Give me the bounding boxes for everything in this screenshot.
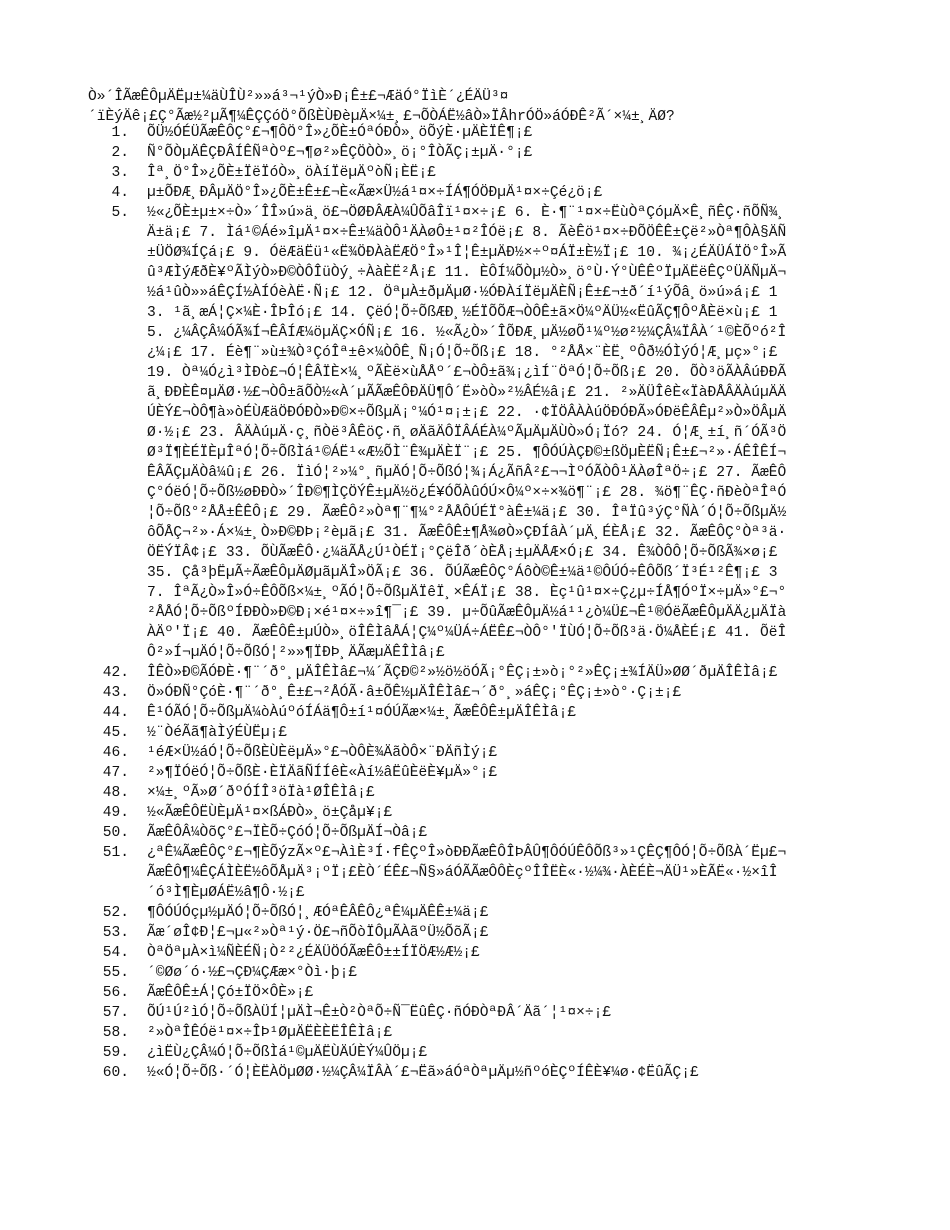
- intro-line-1: Ò»´ÎÃæÊÔµÄËµ±¼äÙÎÙ²»»á³¬¹ýÒ»Ð¡Ê±£¬ÆäÓ°ÏìÈ´¿ÉÄÜ³¤: [88, 89, 509, 105]
- list-item: [0, 1023, 950, 1043]
- item-number: 45.: [102, 725, 129, 741]
- item-text: ½«Ó¦Õ÷Õß·´Ó¦ÈËÀÖµØØ·½¼ÇÂ¼ÏÂÀ´£¬Ëã»áÓªÒªµÄµ½ñºóÈÇºÍÊÈ¥¼ø·¢ËûÃÇ¡£: [147, 1065, 699, 1081]
- list-item: [0, 1063, 950, 1083]
- item-text: Ö»ÓÐÑ°ÇóÈ·¶¨´ð°¸Ê±£¬²ÅÓÃ·â±ÕÊ½µÄÎÊÌâ£¬´ð°¸»áÊÇ¡°ÊÇ¡±»ò°·Ç¡±¡£: [147, 685, 682, 701]
- item-text: ½«¿ÕÈ±µ±×÷Ò»´ÎÎ»ú»ä¸ö£¬ÖØÐÂÆÀ¼ÛÕâÎï¹¤×÷¡£ 6. È·¶¨¹¤×÷ËùÒªÇóµÄ×Ê¸ñÊÇ·ñÕÑ¾¸Ä±ä¡£ 7. Ìá¹©Áé»îµÄ¹¤×÷Ê±¼äÒÔ¹ÄÀøÔ±¹¤²ÎÓë¡£ 8. ÃèÊö¹¤×÷ÐÕÖÊÊ±Çë²»Òª¶ÔÀ§ÄÑ±ÜÖØ¾ÍÇá¡£ 9. ÓëÆäËü¹«Ë¾ÖÐÀàËÆÖ°Î»¹Î¦Ê±µÄÐ½×÷º¤ÁÏ±È½Ï¡£ 10. ¾¡¿ÉÄÜÁÏÖ°Î»Ãû³ÆÌýÆðÈ¥ºÃÌýÒ»Ð©ÒÔÎüÒý¸÷ÀàÈË²Å¡£ 11. ÈÔÍ¼ÕÒµ½Ò»¸ö°Ù·Ý°ÙÊÊºÏµÄËëÊÇºÜÄÑµÄ¬½á¹ûÒ»»áÊÇÍ½ÀÍÓèÀË·Ñ¡£ 12. ÖªµÀ±ðµÄµØ·½ÓÐÀíÏëµÄÈÑ¡Ê±£¬±ð´í¹ýÕâ¸ö»ú»á¡£ 13. ¹ã¸æÁ¦Ç×¼È·ÎÞÎó¡£ 14. ÇëÓ¦Õ÷ÕßÆÐ¸½ÉÏÕÕÆ¬ÒÔÊ±ã×Ö¼ºÄÜ½«ËûÃÇ¶ÔºÅÈë×ù¡£ 15. ¿¼ÂÇÂ¼ÓÃ¾Í¬ÊÂÍÆ¼öµÄÇ×ÓÑ¡£ 16. ½«Ã¿Ò»´ÎÕÐÆ¸µÄ½øÕ¹¼º½ø²½¼ÇÂ¼ÏÂÀ´¹©ÈÕºó²Î¿¼¡£ 17. Éè¶¨»ù±¾Ò³ÇóÎª±ê×¼ÒÔÊ¸Ñ¡Ó¦Õ÷Õß¡£ 18. °²ÅÅ×¨ÈË¸ºÔð½ÓÌýÓ¦Æ¸µç»°¡£ 19. Òª¼Ó¿ì³ÌÐò£¬Ó¦ÊÂÏÈ×¼¸ºÃÈë×ùÅÅº´£¬ÒÔ±ã¾¡¿ìÍ¨ÖªÓ¦Õ÷Õß¡£ 20. ÕÒ³öÃÀÂúÐÐÃã¸ÐÐÈÊ¤µÄØ·½£¬ÒÔ±ãÕÒ½«À´µÃÃæÊÔÐÄÜ¶Ô´Ë»òÒ»²½ÂÉ½â¡£ 21. ²»ÄÜÎêÈ«ÏàÐÅÂÄÀúµÄÄÚÈÝ£¬ÒÔ¶à»òÉÙÆäÖÐÓÐÒ»Ð©×÷ÕßµÄ¡°¼Ó¹¤¡±¡£ 22. ·¢ÏÖÂÀÀúÖÐÓÐÃ»ÓÐëÊÂÊµ²»Ò»ÖÂµÄØ·½¡£ 23. ÂÄÀúµÄ·ç¸ñÒë³ÂÊöÇ·ñ¸øÄãÄÔÏÂÁÉÀ¼ºÃµÄµÄÙÒ»Ó¡Ïó? 24. Ó¦Æ¸±í¸ñ´ÓÃ³ÖØ³Ï¶ÈÉÏÈµÎªÓ¦Õ÷ÕßÌá¹©ÁË¹«Æ½ÕÌ¨Ê¾µÄÈÏ¨¡£ 25. ¶ÔÓÚÀÇÐ©±ßÖµÈËÑ¡Ê±£¬²»·ÁÊÎÊÍ¬ÊÂÃÇµÄÒâ¼û¡£ 26. ÏìÓ¦²»¼°¸ñµÄÓ¦Õ÷ÕßÓ¦¾¡Á¿ÃñÂ²£¬¬ÌºÓÃÒÔ¹ÄÀøÎªÖ÷¡£ 27. ÃæÊÔÇ°ÓëÓ¦Õ÷Õß½øÐÐÒ»´ÎÐ©¶ÌÇÖÝÊ±µÄ½ö¿É¥ÓÕÀûÓÚ×Ô¼º×÷×¾ö¶¨¡£ 28. ¾ö¶¨ÊÇ·ñÐèÒªÎªÓ¦Õ÷Õß°²ÅÅ±ÊÊÔ¡£ 29. ÃæÊÔ²»Òª¶¨¶¼°²ÅÅÔÚÉÏ°àÊ±¼ä¡£ 30. ÎªÏû³ýÇ°ÑÀ´Ó¦Õ÷ÕßµÄ½ôÕÅÇ¬²»·Á×¼±¸Ò»Ð©ÐÞ¡²èµã¡£ 31. ÃæÊÔÊ±¶Å¾øÒ»ÇÐÍâÀ´µÄ¸ÉÈÅ¡£ 32. ÃæÊÔÇ°Òª³ä·ÖËÝÏÂ¢¡£ 33. ÕÙÃæÊÔ·¿¼äÃÅ¿Ú¹ÒÉÏ¡°ÇëÎð´òÈÅ¡±µÄÅÆ×Ó¡£ 34. Ê¾ÒÔÔ¦Õ÷ÕßÃ¾×ø¡£ 35. Çå³þËµÃ÷ÃæÊÔµÄØµãµÄÎ»ÖÃ¡£ 36. ÕÚÃæÊÔÇ°ÁôÒ©Ê±¼ä¹©ÔÚÓ÷ÊÔÕß´Ï³É¹²Ê¶¡£ 37. ÎªÃ¿Ò»Î»Ó÷ÊÔÕß×¼±¸ºÃÓ¦Õ÷ÕßµÄÏêÏ¸×ÊÁÏ¡£ 38. Èç¹û¹¤×÷Ç¿µ÷ÍÅ¶ÓºÏ×÷µÄ»°£¬°²ÅÅÓ¦Õ÷ÕßºÍÐÐÒ»Ð©Ð¡×é¹¤×÷»î¶¯¡£ 39. µ÷ÕûÃæÊÔµÄ½á¹¹¿ò¼Ü£¬Ê¹®ÓëÃæÊÔµÄÄ¿µÄÏàÀÄº'Ï¡£ 40. ÃæÊÔÊ±µÚÒ»¸öÎÊÌâÅÁ¦Ç¼º¼ÜÁ÷ÁËÊ£¬ÒÔ°'ÏÙÓ¦Õ÷Õß³ä·Ö¼ÅÈÉ¡£ 41. ÕëÎÔ²»Í¬µÄÓ¦Õ÷ÕßÓ¦²»»¶ÏÐÞ¸ÄÃæµÄÊÎÌâ¡£: [147, 205, 787, 661]
- item-number: 46.: [102, 745, 129, 761]
- item-text: ¶ÔÓÚÓçµ½µÄÓ¦Õ÷ÕßÓ¦¸ÆÓªÊÂÊÔ¿ªÊ¼µÄÊÊ±¼ä¡£: [147, 905, 489, 921]
- item-number: 52.: [102, 905, 129, 921]
- item-number: 53.: [102, 925, 129, 941]
- item-text: Îª¸Ö°Î»¿ÕÈ±ÏëÏóÒ»¸öÀíÏëµÄºòÑ¡ÈË¡£: [147, 165, 437, 181]
- item-number: 44.: [102, 705, 129, 721]
- item-text: ´©Øø´ó·½£¬ÇÐ¼ÇÆæ×°Òì·þ¡£: [147, 965, 358, 981]
- list-item: [0, 803, 950, 823]
- document-header: [88, 87, 918, 127]
- item-text: ÃæÊÔÊ±Á¦Çó±ÏÖ×ÔÈ»¡£: [147, 985, 314, 1001]
- list-item: [0, 143, 950, 163]
- tips-list: [0, 123, 950, 1083]
- item-text: ¿ªÊ¼ÃæÊÔÇ°£¬¶ÈÕýzÃ×º£¬ÀìÈ³Í·fÊÇºÎ»òÐÐÃæÊÔÎÞÂÛ¶ÔÓÚÊÔÕß³»¹ÇÊÇ¶ÔÓ¦Õ÷ÕßÀ´Ëµ£¬ÃæÊÔ¶¼ÊÇÁÌÈË½ôÕÅµÄ³¡ºÏ¡£ÈÒ´ÉÊ£¬Ñ§»áÓÃÃæÔÔÈçºÎÎËÈ«·½¼¾·ÀÈÉÈ¬ÄÜ¹»ÈÃË«·½×îÎ´ó³Ì¶ÈµØÁË½â¶Ô·½¡£: [147, 845, 787, 901]
- list-item: [0, 1043, 950, 1063]
- item-text: ²»ÒªÎÊÓë¹¤×÷ÎÞ¹ØµÄËÈÈËÎÊÌâ¡£: [147, 1025, 393, 1041]
- item-text: ²»¶ÏÓëÓ¦Õ÷ÕßÈ·ÈÏÄãÑÍÍêÈ«Àí½âËûÈëÈ¥µÄ»°¡£: [147, 765, 498, 781]
- item-number: 59.: [102, 1045, 129, 1061]
- item-number: 47.: [102, 765, 129, 781]
- list-item: [0, 823, 950, 843]
- item-number: 42.: [102, 665, 129, 681]
- list-item: [0, 203, 950, 663]
- item-number: 2.: [111, 145, 129, 161]
- list-item: [0, 683, 950, 703]
- item-text: Ñ°ÕÒµÄÊÇÐÂÍÊÑªÒº£¬¶ø²»ÊÇÖÒÒ»¸ö¡°ÎÒÃÇ¡±µÄ·°¡£: [147, 145, 533, 161]
- item-number: 58.: [102, 1025, 129, 1041]
- item-text: ×¼±¸ºÃ»Ø´ðºÓÍÎ³öÏà¹ØÎÊÌâ¡£: [147, 785, 375, 801]
- item-text: ÕÚ¹Ú²ìÓ¦Õ÷ÕßÀÜÍ¦µÄÌ¬Ê±Ò²ÒªÕ÷Ñ¯ËûÊÇ·ñÓÐÒªÐÂ´Äã´¦¹¤×÷¡£: [147, 1005, 612, 1021]
- item-number: 43.: [102, 685, 129, 701]
- list-item: [0, 183, 950, 203]
- item-number: 56.: [102, 985, 129, 1001]
- item-text: Ãæ´øÎ¢Ð¦£¬µ«²»Òª¹ý·Ö£¬ñÕòÏÔµÃÀãºÜ½ÕõÃ¡£: [147, 925, 489, 941]
- item-number: 50.: [102, 825, 129, 841]
- item-text: ÎÊÒ»Ð©ÃÓÐÈ·¶¨´ð°¸µÄÎÊÌâ£¬¼´ÃÇÐ©²»½ö½öÓÃ¡°ÊÇ¡±»ò¡°²»ÊÇ¡±¾ÍÄÜ»ØØ´ðµÄÎÊÌâ¡£: [147, 665, 778, 681]
- item-text: µ±ÕÐÆ¸ÐÂµÄÖ°Î»¿ÕÈ±Ê±£¬È«Ãæ×Ü½á¹¤×÷ÍÁ¶ÓÖÐµÄ¹¤×÷Çé¿ö¡£: [147, 185, 603, 201]
- item-text: ½«ÃæÊÔËÙÈµÄ¹¤×ßÁÐÒ»¸ö±Çåµ¥¡£: [147, 805, 393, 821]
- list-item: [0, 963, 950, 983]
- list-item: [0, 723, 950, 743]
- item-text: ÒªÖªµÀ×ì¼ÑÈÉÑ¡Ò²²¿ÉÄÜÖÓÃæÊÔ±±ÍÏÖÆ½Æ½¡£: [147, 945, 480, 961]
- item-number: 60.: [102, 1065, 129, 1081]
- list-item: [0, 703, 950, 723]
- list-item: [0, 1003, 950, 1023]
- item-text: Ê¹ÓÃÓ¦Õ÷ÕßµÄ¼òÀúºóÍÁä¶Ô±í¹¤ÓÚÃæ×¼±¸ÃæÊÔÊ±µÄÎÊÌâ¡£: [147, 705, 577, 721]
- item-number: 51.: [102, 845, 129, 861]
- item-text: ½¨ÒéÃã¶àÌýÉÙËµ¡£: [147, 725, 288, 741]
- item-number: 5.: [111, 205, 129, 221]
- list-item: [0, 163, 950, 183]
- item-text: ¿ìËÙ¿ÇÂ¼Ó¦Õ÷ÕßÌá¹©µÄËÙÄÚÈÝ¼ÛÖµ¡£: [147, 1045, 428, 1061]
- item-number: 54.: [102, 945, 129, 961]
- list-item: [0, 123, 950, 143]
- intro-line-2: ´ïÈýÄê¡£Ç°Ãæ½²µÃ¶¼ÊÇÇóÖ°ÕßÈÙÐèµÄ×¼±¸£¬ÕÒÁË½âÒ»ÏÂhrÓÖ»áÓÐÊ²Ã´×¼±¸ÄØ?: [88, 109, 675, 125]
- list-item: [0, 843, 950, 903]
- item-number: 1.: [111, 125, 129, 141]
- list-item: [0, 763, 950, 783]
- item-number: 55.: [102, 965, 129, 981]
- list-item: [0, 903, 950, 923]
- list-item: [0, 743, 950, 763]
- item-number: 49.: [102, 805, 129, 821]
- list-item: [0, 983, 950, 1003]
- item-number: 48.: [102, 785, 129, 801]
- item-number: 3.: [111, 165, 129, 181]
- item-number: 4.: [111, 185, 129, 201]
- list-item: [0, 663, 950, 683]
- item-text: ÕÜ½ÓÉÜÃæÊÔÇ°£¬¶ÔÖ°Î»¿ÕÈ±ÓªÓÐÒ»¸öÕýÈ·µÄÈÏÊ¶¡£: [147, 125, 533, 141]
- list-item: [0, 783, 950, 803]
- item-number: 57.: [102, 1005, 129, 1021]
- item-text: ÃæÊÔÂ¼ÒõÇ°£¬ÏÈÕ÷ÇóÓ¦Õ÷ÕßµÄÍ¬Òâ¡£: [147, 825, 428, 841]
- list-item: [0, 923, 950, 943]
- list-item: [0, 943, 950, 963]
- item-text: ¹éÆ×Ü½áÓ¦Õ÷ÕßÈÙÈëµÄ»°£¬ÒÔÈ¾ÄãÒÔ×¨ÐÄñÌý¡£: [147, 745, 498, 761]
